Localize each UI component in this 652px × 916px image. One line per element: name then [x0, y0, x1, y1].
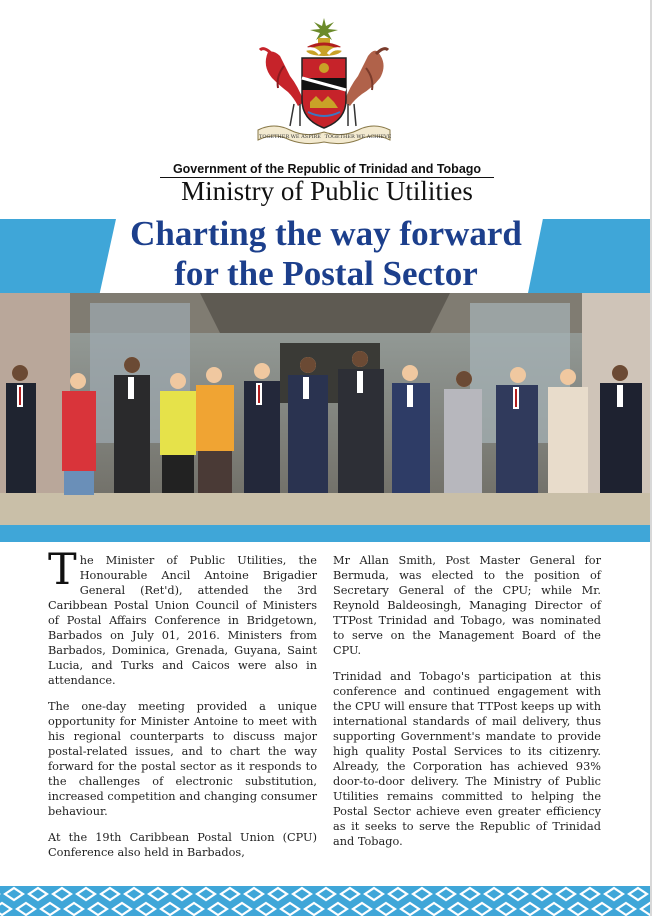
article-column-right: [333, 553, 601, 860]
crest-motto-left: TOGETHER WE ASPIRE: [259, 134, 321, 140]
crest-ibis: [260, 49, 304, 126]
paragraph-meeting: The one-day meeting provided a unique opportunity for Minister Antoine to meet with his regional counterparts to discuss major postal-related issues, and to chart the way forward for the postal sector as it responds to the challenges of electronic substitution, increased competition and changing consumer behaviour.: [48, 700, 317, 818]
band-left-block: [0, 219, 116, 293]
bottom-decorative-pattern: [0, 886, 652, 916]
article-column-left: [48, 545, 317, 871]
paragraph-intro-text: he Minister of Public Utilities, the Honourable Ancil Antoine Brigadier General (Ret'd), attended the 3rd Caribbean Postal Union Council of Ministers of Postal Affairs Conference in Bridgetown, Barbados on July 01, 2016. Ministers from Barbados, Dominica, Grenada, Guyana, Saint Lucia, and Turks and Caicos were also in attendance.: [48, 554, 317, 687]
crest-crown: [304, 18, 344, 56]
crest-motto-right: TOGETHER WE ACHIEVE: [324, 134, 392, 140]
crest-shield: [302, 58, 346, 128]
ministry-title: Ministry of Public Utilities: [181, 176, 473, 206]
coat-of-arms-icon: [254, 16, 394, 148]
group-photo: [0, 293, 652, 525]
government-line: Government of the Republic of Trinidad and Tobago: [160, 162, 494, 178]
headline: [100, 214, 552, 294]
headline-line-1: Charting the way forward: [130, 214, 522, 253]
crest-motto-ribbon: [258, 126, 392, 144]
headline-line-2: for the Postal Sector: [174, 254, 478, 293]
paragraph-participation: Trinidad and Tobago's participation at this conference and continued engagement with the CPU will ensure that TTPost keeps up with international standards of mail delivery, thus supporting Government's mandate to provide high quality Postal Services to its citizenry. Already, the Corporation has achieved 93% door-to-door delivery. The Ministry of Public Utilities remains committed to helping the Postal Sector achieve even greater efficiency as it seeks to serve the Republic of Trinidad and Tobago.: [333, 670, 601, 848]
photo-underline-strip: [0, 525, 652, 542]
paragraph-conference: At the 19th Caribbean Postal Union (CPU) Conference also held in Barbados,: [48, 831, 317, 859]
crest-cocrico: [344, 49, 388, 126]
paragraph-appointments: Mr Allan Smith, Post Master General for Bermuda, was elected to the position of Secretary General of the CPU; while Mr. Reynold Baldeosingh, Managing Director of TTPost Trinidad and Tobago, was nominated to serve on the Management Board of the CPU.: [333, 554, 601, 657]
drop-cap: T: [48, 545, 77, 595]
paragraph-intro: [48, 545, 317, 688]
